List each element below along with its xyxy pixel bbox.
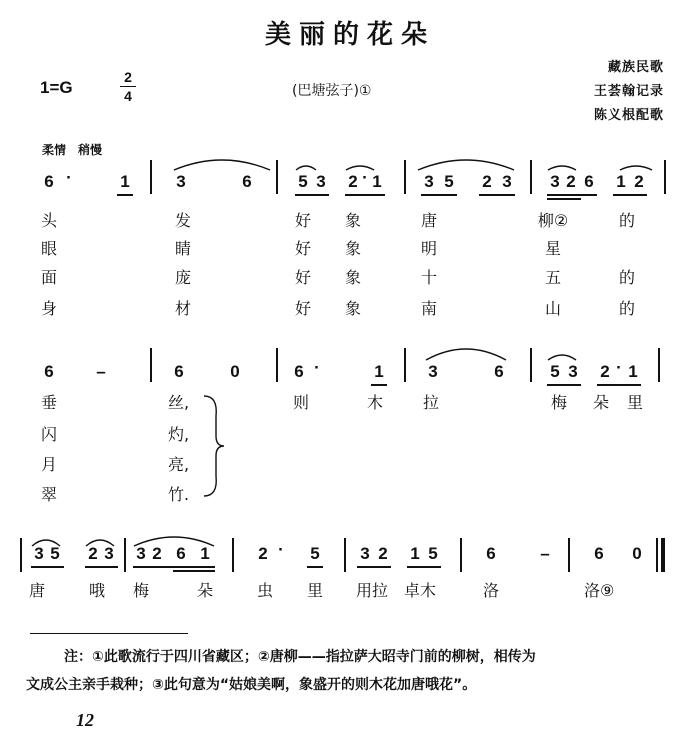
lyric: 灼, xyxy=(168,425,190,444)
note: 5 xyxy=(298,172,308,191)
note: 6 xyxy=(44,362,54,381)
lyric: 洛 xyxy=(482,581,499,600)
barline xyxy=(658,348,660,382)
underline xyxy=(371,384,387,386)
note: 5 xyxy=(550,362,560,381)
lyric: 庞 xyxy=(174,268,191,287)
lyric: 里 xyxy=(626,393,643,412)
lyric: 丝, xyxy=(168,393,190,412)
note: 5 xyxy=(310,544,320,563)
lyric: 南 xyxy=(420,299,437,318)
note: 5 xyxy=(428,544,438,563)
dash: – xyxy=(96,362,106,381)
rest: 0 xyxy=(230,362,240,381)
lyric: 卓木 xyxy=(404,581,437,600)
barline xyxy=(276,348,278,382)
barline xyxy=(530,160,532,194)
lyric: 里 xyxy=(306,581,323,600)
underline xyxy=(479,194,515,196)
note: 1 xyxy=(410,544,420,563)
barline xyxy=(460,538,462,572)
footnote-line-1: 注：①此歌流行于四川省藏区；②唐柳——指拉萨大昭寺门前的柳树，相传为 xyxy=(64,649,536,665)
mode-label: (巴塘弦子)① xyxy=(292,83,372,99)
lyric: 唐 xyxy=(28,581,45,600)
note: 2 xyxy=(482,172,492,191)
note: 2 xyxy=(378,544,388,563)
credit-lyricist: 陈义根配歌 xyxy=(593,108,664,123)
underline xyxy=(85,566,118,568)
lyric: 亮, xyxy=(168,455,190,474)
lyric: 哦 xyxy=(88,581,105,600)
lyric: 竹. xyxy=(168,485,190,504)
note: 6 xyxy=(294,362,304,381)
lyric: 闪 xyxy=(40,425,57,444)
barline xyxy=(404,160,406,194)
note: 2 xyxy=(152,544,162,563)
meter-bottom: 4 xyxy=(124,88,132,104)
note: 6 xyxy=(486,544,496,563)
note: 3 xyxy=(550,172,560,191)
note: 3 xyxy=(360,544,370,563)
footnote xyxy=(26,643,684,699)
tempo-marking: 柔情 稍慢 xyxy=(42,143,103,157)
note: 2 xyxy=(566,172,576,191)
lyric: 眼 xyxy=(40,239,57,258)
lyric: 梅 xyxy=(132,581,149,600)
underline xyxy=(295,194,329,196)
key-signature: 1=G xyxy=(40,78,73,97)
lyric: 用拉 xyxy=(356,581,389,600)
barline xyxy=(124,538,126,572)
note: 1 xyxy=(374,362,384,381)
note: 6 xyxy=(494,362,504,381)
lyric: 面 xyxy=(40,268,57,287)
lyric: 虫 xyxy=(256,581,273,600)
note: 1 xyxy=(616,172,626,191)
time-signature xyxy=(120,70,136,103)
underline xyxy=(307,566,323,568)
credit-origin: 藏族民歌 xyxy=(607,60,664,75)
note: 2 xyxy=(348,172,358,191)
note: 1 xyxy=(372,172,382,191)
lyric: 的 xyxy=(618,268,635,287)
underline xyxy=(547,384,581,386)
barline xyxy=(568,538,570,572)
lyric: 头 xyxy=(40,211,57,230)
underline xyxy=(407,566,441,568)
note: 1 xyxy=(628,362,638,381)
lyric: 十 xyxy=(420,268,437,287)
final-barline-thick xyxy=(661,538,665,572)
lyric: 好 xyxy=(294,239,311,258)
rest: 0 xyxy=(632,544,642,563)
dot: · xyxy=(616,358,622,377)
note: 2 xyxy=(88,544,98,563)
credit-recorder: 王荟翰记录 xyxy=(593,84,664,99)
lyric: 睛 xyxy=(174,239,191,258)
note: 2 xyxy=(634,172,644,191)
song-title: 美丽的花朵 xyxy=(264,20,435,50)
note: 3 xyxy=(424,172,434,191)
footnote-line-2: 文成公主亲手栽种；③此句意为“姑娘美啊，象盛开的则木花加唐哦花”。 xyxy=(26,677,477,693)
note: 3 xyxy=(104,544,114,563)
verse-brace xyxy=(200,394,230,498)
note: 3 xyxy=(568,362,578,381)
footnote-rule xyxy=(30,633,188,634)
meter-top: 2 xyxy=(124,69,132,85)
lyric: 好 xyxy=(294,268,311,287)
barline xyxy=(150,160,152,194)
barline xyxy=(20,538,22,572)
underline xyxy=(31,566,64,568)
lyric: 垂 xyxy=(40,393,57,412)
note: 6 xyxy=(174,362,184,381)
barline xyxy=(232,538,234,572)
note: 6 xyxy=(176,544,186,563)
note: 3 xyxy=(136,544,146,563)
lyric: 朵 xyxy=(196,581,213,600)
lyric: 明 xyxy=(420,239,437,258)
note: 6 xyxy=(584,172,594,191)
lyric: 朵 xyxy=(592,393,609,412)
lyric: 的 xyxy=(618,211,635,230)
barline xyxy=(276,160,278,194)
lyric: 好 xyxy=(294,299,311,318)
barline xyxy=(530,348,532,382)
underline xyxy=(345,194,385,196)
note: 1 xyxy=(120,172,130,191)
lyric: 象 xyxy=(344,299,361,318)
lyric: 五 xyxy=(544,268,561,287)
underline xyxy=(421,194,457,196)
barline xyxy=(344,538,346,572)
note: 5 xyxy=(444,172,454,191)
underline xyxy=(173,570,215,572)
note: 3 xyxy=(34,544,44,563)
lyric: 柳② xyxy=(537,211,569,230)
lyric: 唐 xyxy=(420,211,437,230)
underline xyxy=(547,194,597,196)
note: 3 xyxy=(176,172,186,191)
note: 3 xyxy=(502,172,512,191)
page-number: 12 xyxy=(76,710,94,730)
dot: · xyxy=(314,358,320,377)
dot: · xyxy=(278,540,284,559)
lyric: 梅 xyxy=(550,393,567,412)
note: 3 xyxy=(316,172,326,191)
barline xyxy=(150,348,152,382)
lyric: 则 xyxy=(292,393,309,412)
lyric: 翠 xyxy=(40,485,57,504)
lyric: 星 xyxy=(544,239,561,258)
barline xyxy=(664,160,666,194)
lyric: 木 xyxy=(366,393,383,412)
note: 1 xyxy=(200,544,210,563)
barline xyxy=(404,348,406,382)
note: 5 xyxy=(50,544,60,563)
lyric: 洛⑨ xyxy=(584,581,615,600)
dot: · xyxy=(362,168,368,187)
dot: · xyxy=(66,168,72,187)
lyric: 发 xyxy=(174,211,191,230)
lyric: 拉 xyxy=(422,393,439,412)
note: 6 xyxy=(44,172,54,191)
lyric: 象 xyxy=(344,211,361,230)
underline xyxy=(597,384,641,386)
note: 6 xyxy=(242,172,252,191)
note: 3 xyxy=(428,362,438,381)
underline xyxy=(357,566,391,568)
note: 2 xyxy=(600,362,610,381)
underline xyxy=(547,198,581,200)
underline xyxy=(117,194,133,196)
underline xyxy=(133,566,215,568)
lyric: 象 xyxy=(344,268,361,287)
lyric: 象 xyxy=(344,239,361,258)
lyric: 的 xyxy=(618,299,635,318)
lyric: 身 xyxy=(40,299,57,318)
lyric: 好 xyxy=(294,211,311,230)
lyric: 材 xyxy=(174,299,191,318)
underline xyxy=(613,194,647,196)
lyric: 月 xyxy=(40,455,57,474)
dash: – xyxy=(540,544,550,563)
note: 2 xyxy=(258,544,268,563)
lyric: 山 xyxy=(544,299,561,318)
final-barline-thin xyxy=(656,538,658,572)
note: 6 xyxy=(594,544,604,563)
